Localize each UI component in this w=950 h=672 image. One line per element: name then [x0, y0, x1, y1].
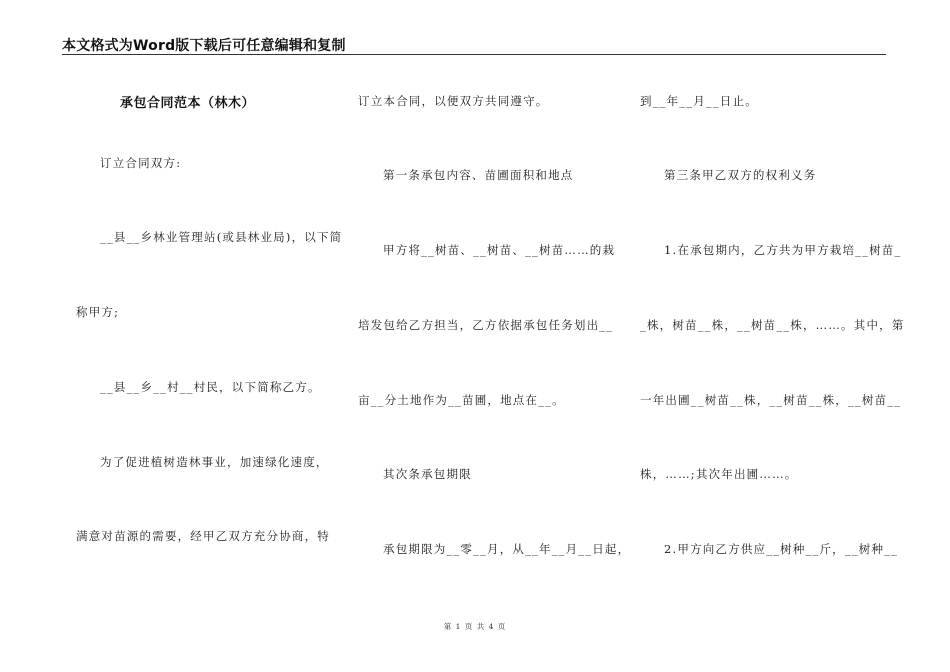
text-line: 满意对苗源的需要，经甲乙双方充分协商，特 — [76, 529, 330, 543]
text-line: 培发包给乙方担当，乙方依据承包任务划出__ — [358, 318, 614, 332]
text-line: 2.甲方向乙方供应__树种__斤，__树种__ — [664, 542, 899, 556]
text-line: 第三条甲乙双方的权利义务 — [664, 168, 817, 182]
text-line: 为了促进植树造林事业，加速绿化速度， — [100, 455, 329, 469]
text-line: 株，……;其次年出圃……。 — [640, 467, 798, 481]
text-line: 订立本合同，以便双方共同遵守。 — [358, 94, 549, 108]
text-line: 称甲方; — [76, 305, 120, 319]
text-line: 一年出圃__树苗__株，__树苗__株，__树苗__ — [640, 393, 902, 407]
text-line: 第一条承包内容、苗圃面积和地点 — [383, 168, 574, 182]
header-divider — [62, 54, 886, 55]
document-banner: 本文格式为Word版下载后可任意编辑和复制 — [62, 38, 346, 54]
text-line: __县__乡__村__村民，以下简称乙方。 — [100, 380, 321, 394]
text-line: 亩__分土地作为__苗圃，地点在__。 — [358, 393, 565, 407]
text-line: _株，树苗__株，__树苗__株，……。其中，第 — [640, 318, 905, 332]
text-line: 1.在承包期内，乙方共为甲方栽培__树苗_ — [664, 243, 902, 257]
text-line: 订立合同双方: — [100, 156, 182, 170]
text-line: 甲方将__树苗、__树苗、__树苗……的栽 — [383, 243, 616, 257]
document-title: 承包合同范本（林木） — [120, 96, 256, 111]
page-number: 第 1 页 共 4 页 — [443, 622, 507, 631]
text-line: 其次条承包期限 — [383, 467, 472, 481]
text-line: 承包期限为__零__月，从__年__月__日起， — [383, 542, 631, 556]
text-line: 到__年__月__日止。 — [640, 94, 758, 108]
text-line: __县__乡林业管理站(或县林业局)，以下简 — [100, 230, 343, 244]
